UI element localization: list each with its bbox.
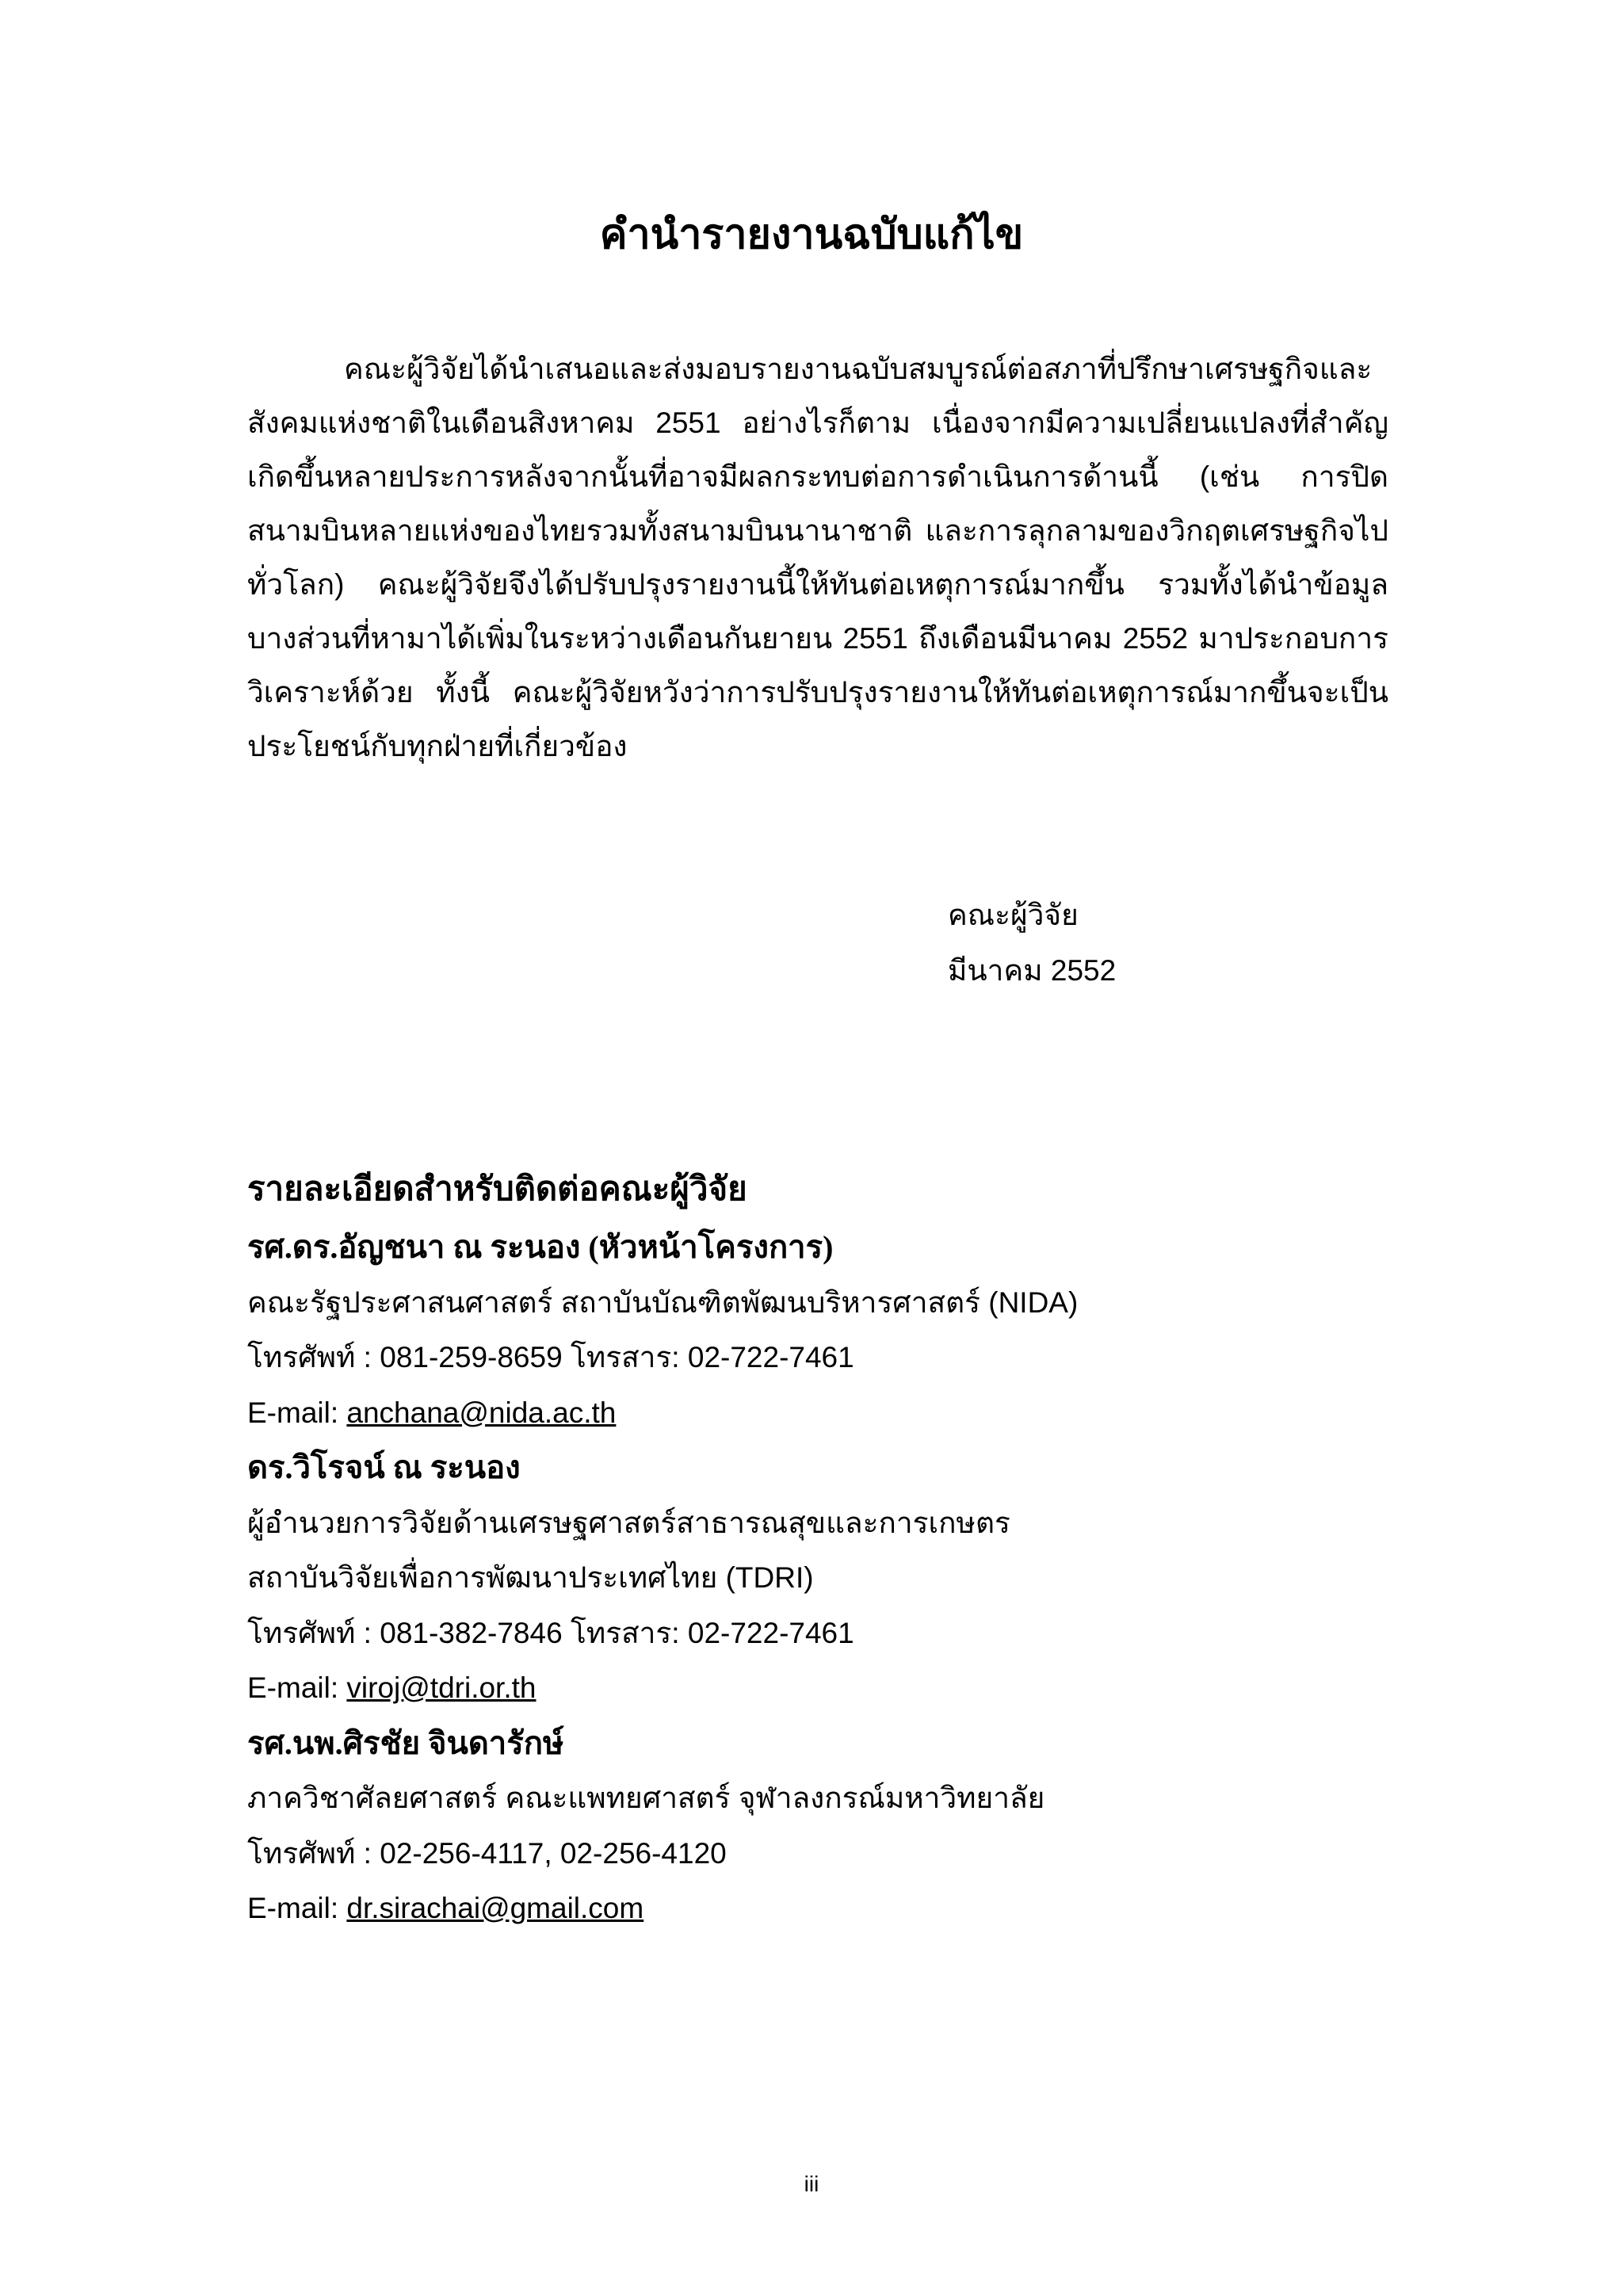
signature-date: มีนาคม 2552 bbox=[948, 954, 1117, 987]
person-name: ดร.วิโรจน์ ณ ระนอง bbox=[247, 1450, 521, 1485]
person-affiliation: ผู้อำนวยการวิจัยด้านเศรษฐศาสตร์สาธารณสุขและการเกษตร bbox=[247, 1506, 1010, 1539]
person-affiliation: คณะรัฐประศาสนศาสตร์ สถาบันบัณฑิตพัฒนบริหารศาสตร์ (NIDA) bbox=[247, 1286, 1079, 1319]
email-label: E-mail: bbox=[247, 1396, 339, 1429]
person-phone: โทรศัพท์ : 081-259-8659 โทรสาร: 02-722-7461 bbox=[247, 1341, 854, 1373]
intro-line: วิเคราะห์ด้วย ทั้งนี้ คณะผู้วิจัยหวังว่าการปรับปรุงรายงานให้ทันต่อเหตุการณ์มากขึ้นจะเป็น bbox=[247, 676, 1388, 709]
contact-person bbox=[247, 1220, 1388, 1440]
person-affiliation: สถาบันวิจัยเพื่อการพัฒนาประเทศไทย (TDRI) bbox=[247, 1561, 814, 1594]
intro-line: เกิดขึ้นหลายประการหลังจากนั้นที่อาจมีผลกระทบต่อการดำเนินการด้านนี้ (เช่น การปิด bbox=[247, 460, 1388, 493]
contact-heading: รายละเอียดสำหรับติดต่อคณะผู้วิจัย bbox=[247, 1171, 747, 1208]
intro-paragraph bbox=[247, 342, 1388, 774]
person-phone: โทรศัพท์ : 081-382-7846 โทรสาร: 02-722-7461 bbox=[247, 1616, 854, 1649]
signature-author: คณะผู้วิจัย bbox=[948, 899, 1079, 931]
person-affiliation: ภาควิชาศัลยศาสตร์ คณะแพทยศาสตร์ จุฬาลงกรณ์มหาวิทยาลัย bbox=[247, 1782, 1045, 1814]
contact-person bbox=[247, 1440, 1388, 1716]
signature-block bbox=[948, 888, 1116, 999]
intro-line: สนามบินหลายแห่งของไทยรวมทั้งสนามบินนานาชาติ และการลุกลามของวิกฤตเศรษฐกิจไป bbox=[247, 514, 1388, 547]
intro-line: ทั่วโลก) คณะผู้วิจัยจึงได้ปรับปรุงรายงานนี้ให้ทันต่อเหตุการณ์มากขึ้น รวมทั้งได้นำข้อมูล bbox=[247, 568, 1388, 601]
person-name: รศ.ดร.อัญชนา ณ ระนอง (หัวหน้าโครงการ) bbox=[247, 1229, 834, 1265]
person-email-row bbox=[247, 1881, 1388, 1936]
contact-section bbox=[247, 1159, 1388, 1936]
email-link[interactable]: viroj@tdri.or.th bbox=[346, 1671, 537, 1704]
email-label: E-mail: bbox=[247, 1892, 339, 1924]
intro-line: บางส่วนที่หามาได้เพิ่มในระหว่างเดือนกันยายน 2551 ถึงเดือนมีนาคม 2552 มาประกอบการ bbox=[247, 622, 1388, 655]
contact-person bbox=[247, 1716, 1388, 1936]
email-label: E-mail: bbox=[247, 1671, 339, 1704]
intro-line: สังคมแห่งชาติในเดือนสิงหาคม 2551 อย่างไรก็ตาม เนื่องจากมีความเปลี่ยนแปลงที่สำคัญ bbox=[247, 407, 1388, 439]
person-email-row bbox=[247, 1660, 1388, 1716]
intro-line: คณะผู้วิจัยได้นำเสนอและส่งมอบรายงานฉบับสมบูรณ์ต่อสภาที่ปรึกษาเศรษฐกิจและ bbox=[344, 353, 1373, 385]
person-email-row bbox=[247, 1385, 1388, 1441]
page-title: คำนำรายงานฉบับแก้ไข bbox=[599, 212, 1024, 258]
intro-line: ประโยชน์กับทุกฝ่ายที่เกี่ยวข้อง bbox=[247, 730, 628, 762]
page-number: iii bbox=[804, 2172, 819, 2196]
email-link[interactable]: dr.sirachai@gmail.com bbox=[346, 1892, 644, 1924]
email-link[interactable]: anchana@nida.ac.th bbox=[346, 1396, 617, 1429]
person-name: รศ.นพ.ศิรชัย จินดารักษ์ bbox=[247, 1725, 564, 1761]
person-phone: โทรศัพท์ : 02-256-4117, 02-256-4120 bbox=[247, 1836, 727, 1870]
